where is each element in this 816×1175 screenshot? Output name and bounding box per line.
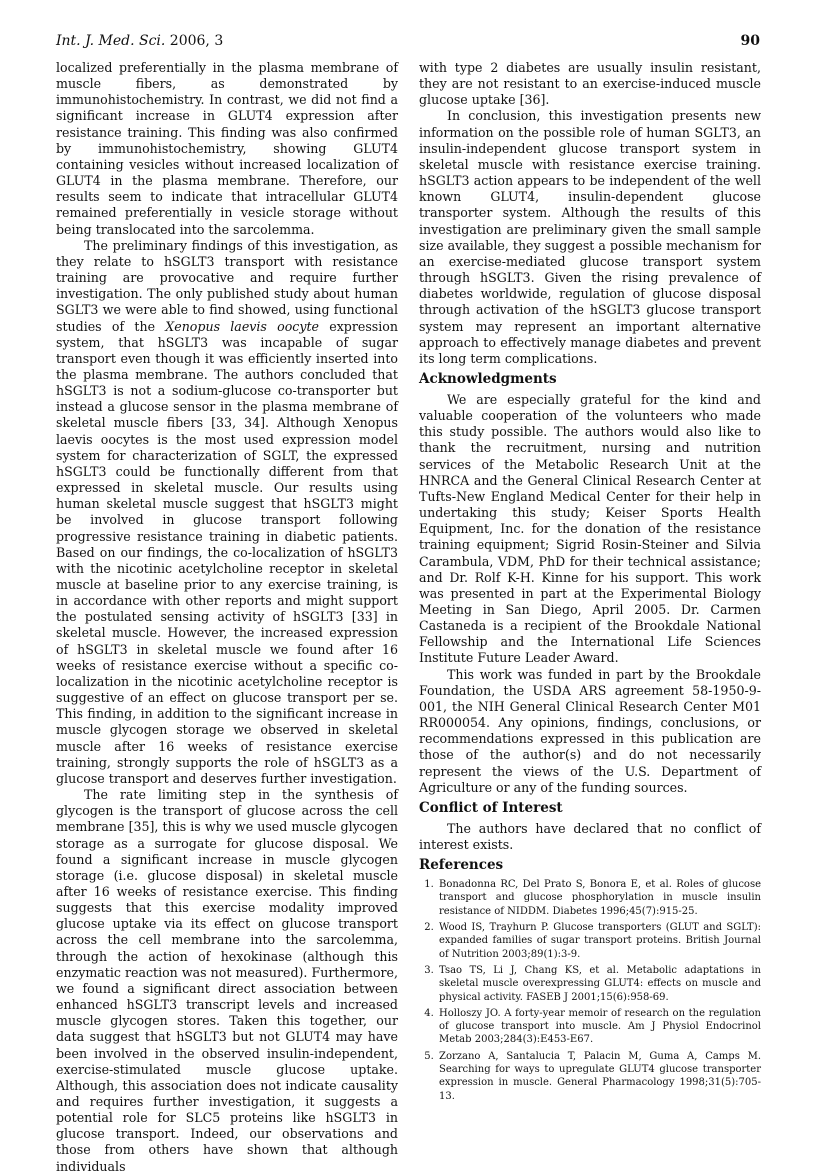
page-number: 90 bbox=[740, 33, 760, 49]
paragraph: localized preferentially in the plasma membrane of muscle fibers, as demonstrated by immunohistochemistry. In contrast, we did not find a significant increase in GLUT4 expression after resistance training. This finding was also confirmed by immunohistochemistry, showing GLUT4 containing vesicles without increased localization of GLUT4 in the plasma membrane. Therefore, our results seem to indicate that intracellular GLUT4 remained preferentially in vesicle storage without being translocated into the sarcolemma. bbox=[56, 60, 398, 237]
acknowledgments-paragraph: We are especially grateful for the kind and valuable cooperation of the volunteers who made this study possible. The authors would also like to thank the recruitment, nursing and nutrition services of the Metabolic Research Unit at the HNRCA and the General Clinical Research Center at Tufts-New England Medical Center for their help in undertaking this study; Keiser Sports Health Equipment, Inc. for the donation of the resistance training equipment; Sigrid Rosin-Steiner and Silvia Carambula, VDM, PhD for their technical assistance; and Dr. Rolf K-H. Kinne for his support. This work was presented in part at the Experimental Biology Meeting in San Diego, April 2005. Dr. Carmen Castaneda is a recipient of the Brookdale National Fellowship and the International Life Sciences Institute Future Leader Award. bbox=[419, 391, 761, 666]
reference-item: 2. Wood IS, Trayhurn P. Glucose transporters (GLUT and SGLT): expanded families of sugar transport proteins. British Journal of Nutrition 2003;89(1):3-9. bbox=[437, 921, 761, 961]
reference-item: 5. Zorzano A, Santalucia T, Palacin M, Guma A, Camps M. Searching for ways to upregulate GLUT4 glucose transporter expression in muscle. General Pharmacology 1998;31(5):705-13. bbox=[437, 1050, 761, 1103]
species-name: Xenopus laevis oocyte bbox=[165, 318, 319, 334]
reference-item: 1. Bonadonna RC, Del Prato S, Bonora E, et al. Roles of glucose transport and glucose phosphorylation in muscle insulin resistance of NIDDM. Diabetes 1996;45(7):915-25. bbox=[437, 878, 761, 918]
reference-item: 4. Holloszy JO. A forty-year memoir of research on the regulation of glucose transport into muscle. Am J Physiol Endocrinol Metab 2003;284(3):E453-E67. bbox=[437, 1007, 761, 1047]
acknowledgments-heading: Acknowledgments bbox=[419, 370, 557, 387]
funding-paragraph: This work was funded in part by the Brookdale Foundation, the USDA ARS agreement 58-1950-9-001, the NIH General Clinical Research Center M01 RR000054. Any opinions, findings, conclusions, or recommendations expressed in this publication are those of the author(s) and do not necessarily represent the views of the U.S. Department of Agriculture or any of the funding sources. bbox=[419, 666, 761, 795]
running-header-journal bbox=[56, 33, 223, 49]
right-column bbox=[419, 60, 761, 1106]
conflict-heading: Conflict of Interest bbox=[419, 799, 563, 816]
conclusion-paragraph: In conclusion, this investigation presents new information on the possible role of human SGLT3, an insulin-independent glucose transport system in skeletal muscle with resistance exercise training. hSGLT3 action appears to be independent of the well known GLUT4, insulin-dependent glucose transporter system. Although the results of this investigation are preliminary given the small sample size available, they suggest a possible mechanism for an exercise-mediated glucose transport system through hSGLT3. Given the rising prevalence of diabetes worldwide, regulation of glucose disposal through activation of the hSGLT3 glucose transport system may represent an important alternative approach to effectively manage diabetes and prevent its long term complications. bbox=[419, 108, 761, 366]
paragraph: The rate limiting step in the synthesis of glycogen is the transport of glucose across the cell membrane [35], this is why we used muscle glycogen storage as a surrogate for glucose disposal. We found a significant increase in muscle glycogen storage (i.e. glucose disposal) in skeletal muscle after 16 weeks of resistance exercise. This finding suggests that this exercise modality improved glucose uptake via its effect on glucose transport across the cell membrane into the sarcolemma, through the action of hexokinase (although this enzymatic reaction was not measured). Furthermore, we found a significant direct association between enhanced hSGLT3 transcript levels and increased muscle glycogen stores. Taken this together, our data suggest that hSGLT3 but not GLUT4 may have been involved in the observed insulin-independent, exercise-stimulated muscle glucose uptake. Although, this association does not indicate causality and requires further investigation, it suggests a potential role for SLC5 proteins like hSGLT3 in glucose transport. Indeed, our observations and those from others have shown that although individuals bbox=[56, 787, 398, 1174]
paragraph: The preliminary findings of this investigation, as they relate to hSGLT3 transport with resistance training are provocative and require further investigation. The only published study about human SGLT3 we were able to find showed, using functional studies of the Xenopus laevis oocyte expression system, that hSGLT3 was incapable of sugar transport even though it was efficiently inserted into the plasma membrane. The authors concluded that hSGLT3 is not a sodium-glucose co-transporter but instead a glucose sensor in the plasma membrane of skeletal muscle fibers [33, 34]. Although Xenopus laevis oocytes is the most used expression model system for characterization of SGLT, the expressed hSGLT3 could be functionally different from that expressed in skeletal muscle. Our results using human skeletal muscle suggest that hSGLT3 might be involved in glucose transport following progressive resistance training in diabetic patients. Based on our findings, the co-localization of hSGLT3 with the nicotinic acetylcholine receptor in skeletal muscle at baseline prior to any exercise training, is in accordance with other reports and might support the postulated sensing activity of hSGLT3 [33] in skeletal muscle. However, the increased expression of hSGLT3 in skeletal muscle we found after 16 weeks of resistance exercise without a specific co-localization in the nicotinic acetylcholine receptor is suggestive of an effect on glucose transport per se. This finding, in addition to the significant increase in muscle glycogen storage we observed in skeletal muscle after 16 weeks of resistance exercise training, strongly supports the role of hSGLT3 as a glucose transport and deserves further investigation. bbox=[56, 237, 398, 786]
conflict-paragraph: The authors have declared that no conflict of interest exists. bbox=[419, 820, 761, 853]
left-column bbox=[56, 60, 398, 1175]
paragraph: with type 2 diabetes are usually insulin resistant, they are not resistant to an exercise-induced muscle glucose uptake [36]. bbox=[419, 60, 761, 108]
references-heading: References bbox=[419, 857, 504, 874]
journal-year-volume: 2006, 3 bbox=[165, 33, 224, 49]
reference-item: 3. Tsao TS, Li J, Chang KS, et al. Metabolic adaptations in skeletal muscle overexpressing GLUT4: effects on muscle and physical activity. FASEB J 2001;15(6):958-69. bbox=[437, 964, 761, 1004]
reference-list bbox=[419, 878, 761, 1103]
journal-name: Int. J. Med. Sci. bbox=[56, 33, 166, 49]
